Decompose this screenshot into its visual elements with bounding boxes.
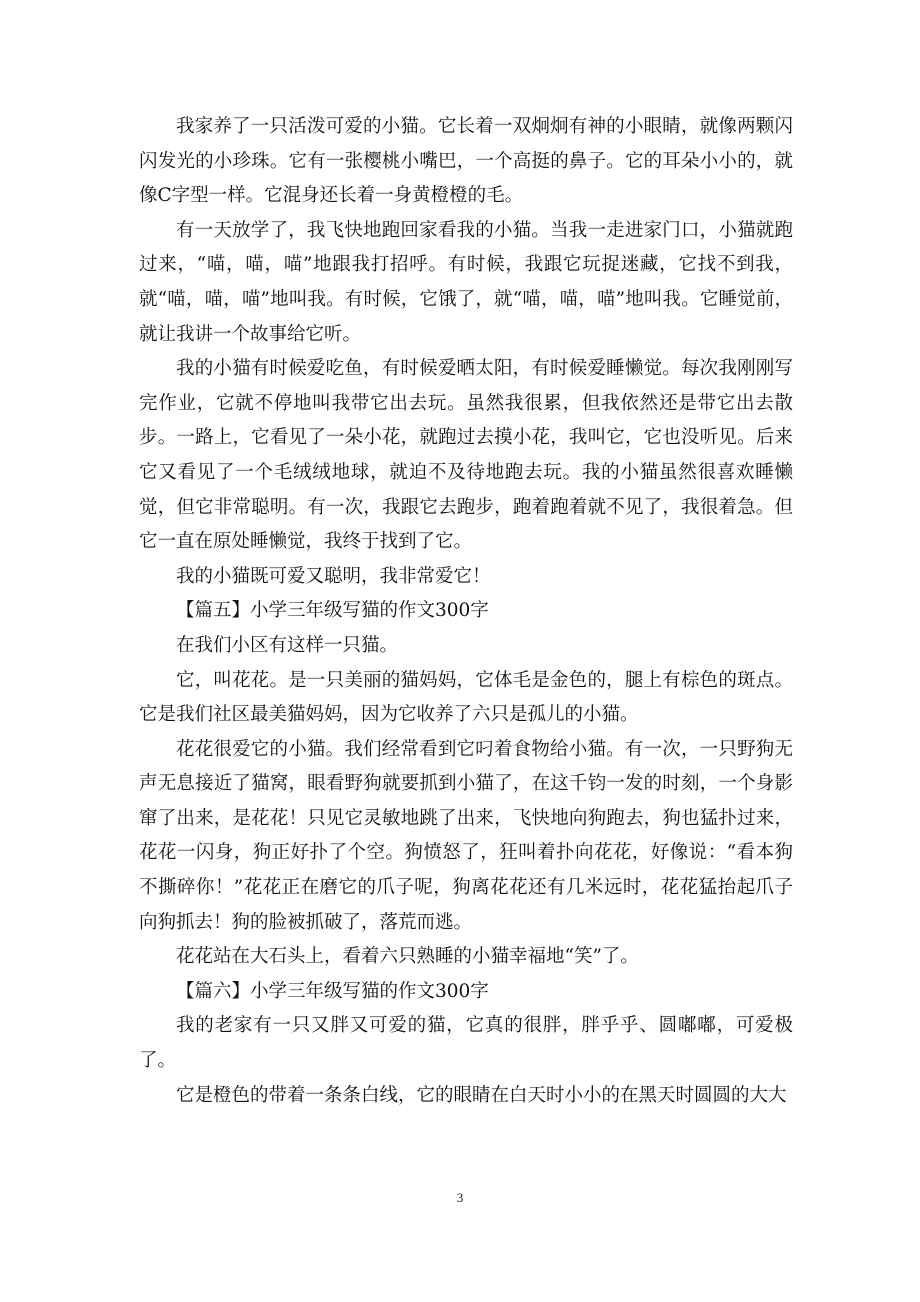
section-heading-part-six: 【篇六】小学三年级写猫的作文300字 [176, 980, 489, 1002]
page-number: 3 [456, 1190, 464, 1205]
paragraph-kitten-description: 我家养了一只活泼可爱的小猫。它长着一双炯炯有神的小眼睛，就像两颗闪闪发光的小珍珠。它有一张樱桃小嘴巴，一个高挺的鼻子。它的耳朵小小的，就像C字型一样。它混身还长着一身黄橙橙的毛。 [139, 116, 793, 207]
document-body [139, 110, 793, 1113]
paragraph-huahua-ending: 花花站在大石头上，看着六只熟睡的小猫幸福地“笑”了。 [176, 946, 639, 968]
paragraph-fat-cat-intro: 我的老家有一只又胖又可爱的猫，它真的很胖，胖乎乎、圆嘟嘟，可爱极了。 [139, 1015, 793, 1072]
paragraph-kitten-conclusion: 我的小猫既可爱又聪明，我非常爱它！ [176, 565, 491, 587]
section-heading-part-five: 【篇五】小学三年级写猫的作文300字 [176, 600, 489, 622]
paragraph-neighborhood-cat: 在我们小区有这样一只猫。 [176, 634, 399, 656]
paragraph-fat-cat-appearance: 它是橙色的带着一条条白线，它的眼睛在白天时小小的在黑天时圆圆的大大 [176, 1084, 787, 1106]
paragraph-huahua-intro: 它，叫花花。是一只美丽的猫妈妈，它体毛是金色的，腿上有棕色的斑点。它是我们社区最美猫妈妈，因为它收养了六只是孤儿的小猫。 [139, 669, 793, 726]
paragraph-huahua-dog-story: 花花很爱它的小猫。我们经常看到它叼着食物给小猫。有一次，一只野狗无声无息接近了猫窝，眼看野狗就要抓到小猫了，在这千钧一发的时刻，一个身影窜了出来，是花花！只见它灵敏地跳了出来，飞快地向狗跑去，狗也猛扑过来，花花一闪身，狗正好扑了个空。狗愤怒了，狂叫着扑向花花，好像说：“看本狗不撕碎你！”花花正在磨它的爪子呢，狗离花花还有几米远时，花花猛抬起爪子向狗抓去！狗的脸被抓破了，落荒而逃。 [139, 738, 793, 933]
paragraph-after-school: 有一天放学了，我飞快地跑回家看我的小猫。当我一走进家门口，小猫就跑过来，“喵，喵，喵”地跟我打招呼。有时候，我跟它玩捉迷藏，它找不到我，就“喵，喵，喵”地叫我。有时候，它饿了，就“喵，喵，喵”地叫我。它睡觉前，就让我讲一个故事给它听。 [139, 219, 793, 345]
paragraph-kitten-habits: 我的小猫有时候爱吃鱼，有时候爱晒太阳，有时候爱睡懒觉。每次我刚刚写完作业，它就不停地叫我带它出去玩。虽然我很累，但我依然还是带它出去散步。一路上，它看见了一朵小花，就跑过去摸小花，我叫它，它也没听见。后来它又看见了一个毛绒绒地球，就迫不及待地跑去玩。我的小猫虽然很喜欢睡懒觉，但它非常聪明。有一次，我跟它去跑步，跑着跑着就不见了，我很着急。但它一直在原处睡懒觉，我终于找到了它。 [139, 358, 793, 553]
